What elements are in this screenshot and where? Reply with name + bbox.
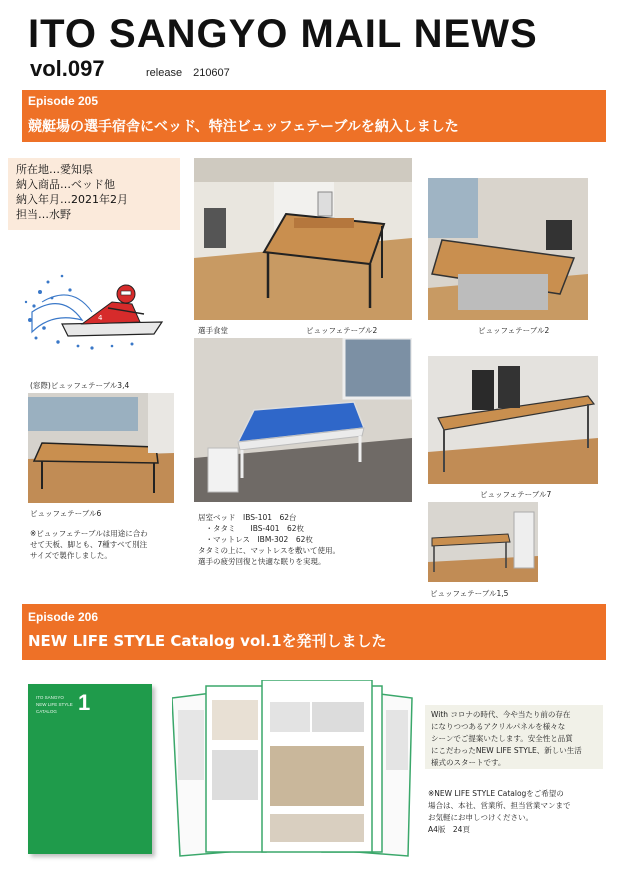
volume-number: vol.097 [30, 56, 105, 81]
body-line: With コロナの時代、今や当たり前の存在 [431, 710, 571, 719]
room-line: ・タタミ IBS-401 62枚 [198, 524, 305, 533]
request-line: 場合は、本社、営業所、担当営業マンまで [428, 801, 571, 810]
note-line: サイズで製作しました。 [30, 551, 112, 560]
caption-buffet2b: ビュッフェテーブル2 [478, 326, 550, 335]
boat-racer-illustration [22, 262, 172, 356]
request-line: お気軽にお申しつけください。 [428, 813, 533, 822]
caption-buffet2a: ビュッフェテーブル2 [306, 326, 378, 335]
catalog-request-note [428, 788, 618, 836]
buffet-table-15-photo [428, 502, 538, 582]
catalog-spread [172, 680, 416, 858]
note-line: ※ビュッフェテーブルは用途に合わ [30, 529, 148, 538]
request-line: A4版 24頁 [428, 825, 470, 834]
episode-headline: 競艇場の選手宿舎にベッド、特注ビュッフェテーブルを納入しました [28, 119, 459, 135]
caption-buffet7: ビュッフェテーブル7 [480, 490, 552, 499]
bedroom-photo [194, 338, 412, 502]
dining-room-photo [194, 158, 412, 320]
body-line: になりつつあるアクリルパネルを様々な [431, 722, 566, 731]
episode-205-banner [22, 90, 606, 142]
svg-text:4: 4 [98, 314, 103, 322]
body-line: にこだわったNEW LIFE STYLE、新しい生活 [431, 746, 582, 755]
buffet-table-7-photo [428, 356, 598, 484]
newsletter-title: ITO SANGYO MAIL NEWS [28, 12, 538, 56]
episode-206-banner [22, 604, 606, 660]
cover-number: 1 [78, 690, 91, 715]
delivery-info [8, 158, 180, 230]
caption-buffet15: ビュッフェテーブル1,5 [430, 589, 509, 598]
info-staff: 担当…水野 [16, 208, 71, 221]
room-line: 選手の疲労回復と快適な眠りを実現。 [198, 557, 326, 566]
note-line: せて天板、脚とも、7種すべて別注 [30, 540, 148, 549]
cover-line: NEW LIFE STYLE [36, 702, 73, 707]
catalog-cover [28, 684, 152, 854]
body-line: シーンでご提案いたします。安全性と品質 [431, 734, 573, 743]
cover-line: ITO SANGYO [36, 695, 64, 700]
episode-headline: NEW LIFE STYLE Catalog vol.1を発刊しました [28, 632, 387, 650]
episode-label: Episode 206 [28, 610, 99, 624]
window-buffet-photo [28, 393, 174, 503]
cover-line: CATALOG [36, 709, 57, 714]
buffet-table-2-photo [428, 178, 588, 320]
room-details [198, 512, 418, 567]
caption-window-buffet: (窓際)ビュッフェテーブル3,4 [30, 381, 130, 390]
info-location: 所在地…愛知県 [16, 163, 93, 176]
catalog-description [425, 705, 603, 769]
room-line: ・マットレス IBM-302 62枚 [198, 535, 313, 544]
room-line: 居室ベッド IBS-101 62台 [198, 513, 297, 522]
body-line: 様式のスタートです。 [431, 758, 506, 767]
release-date: release 210607 [146, 67, 230, 79]
room-line: タタミの上に、マットレスを敷いて使用。 [198, 546, 340, 555]
info-product: 納入商品…ベッド他 [16, 178, 115, 191]
caption-dining: 選手食堂 [198, 326, 228, 335]
info-date: 納入年月…2021年2月 [16, 193, 128, 206]
caption-buffet6: ビュッフェテーブル6 [30, 509, 102, 518]
request-line: ※NEW LIFE STYLE Catalogをご希望の [428, 789, 564, 798]
cover-text [36, 694, 73, 715]
buffet-note [30, 528, 190, 561]
episode-label: Episode 205 [28, 94, 99, 108]
